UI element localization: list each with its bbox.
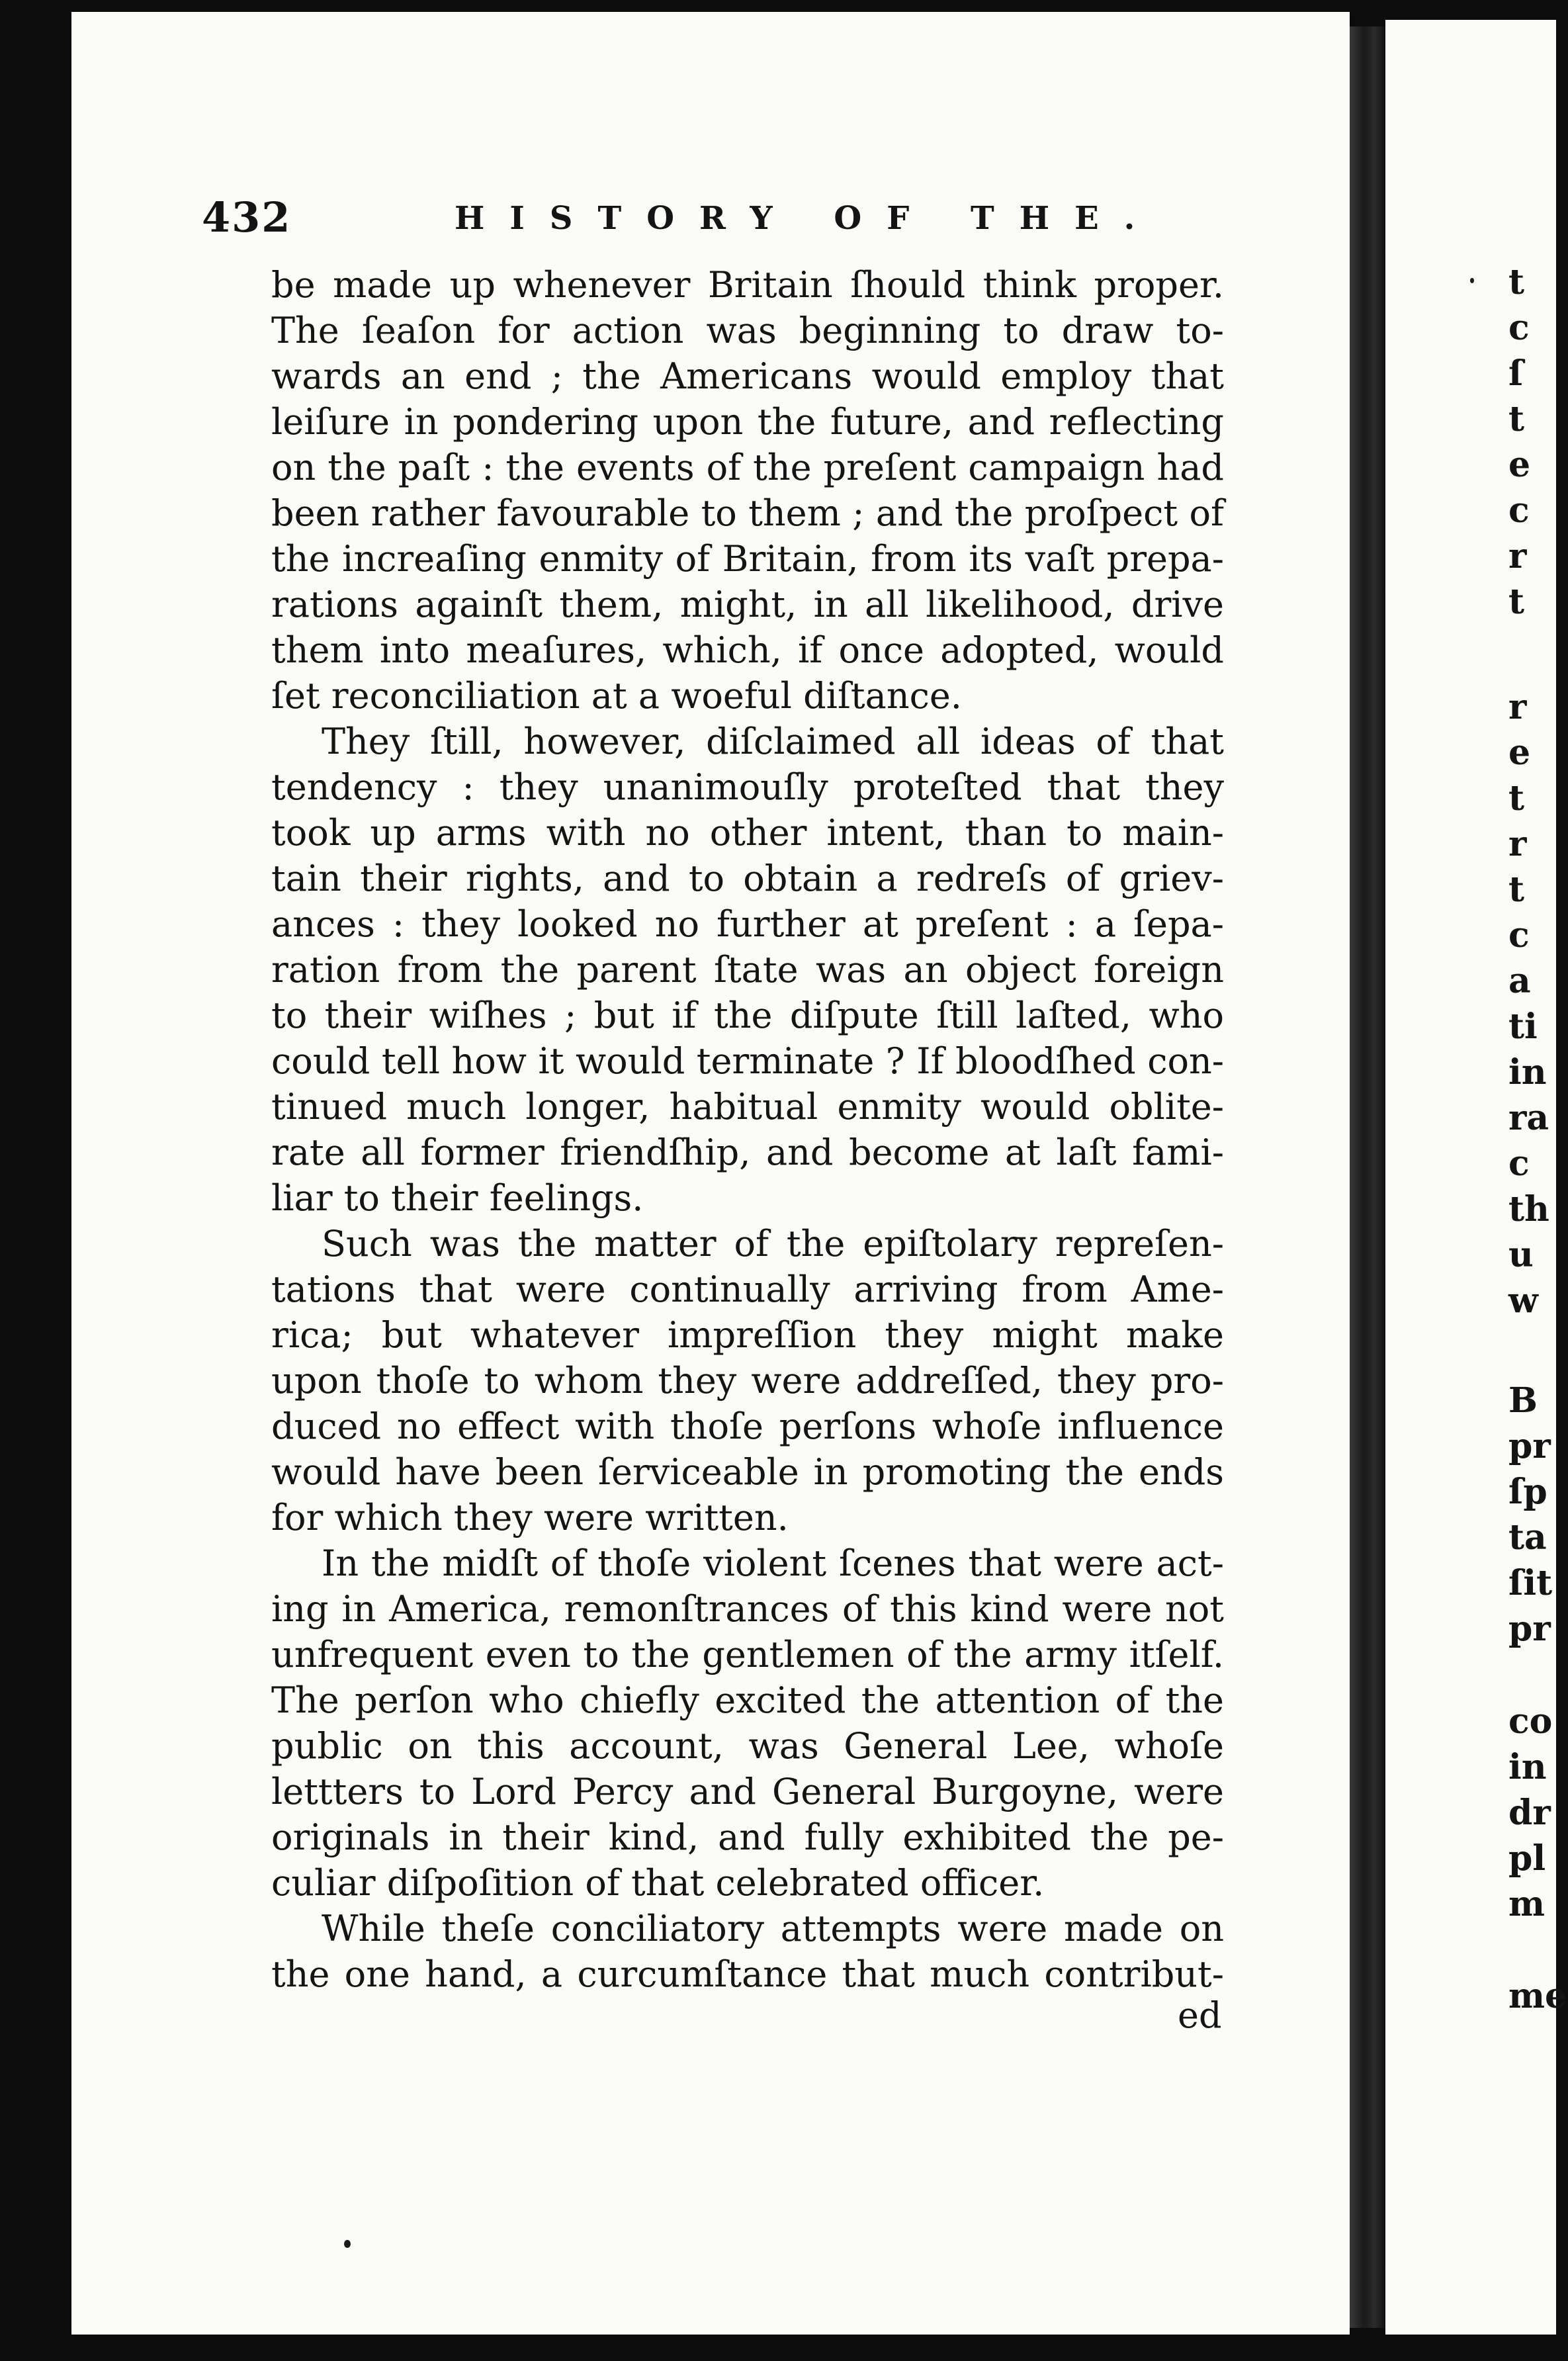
facing-fragment: r (1508, 824, 1527, 864)
text-line: culiar diſpoſition of that celebrated officer. (271, 1862, 1045, 1904)
text-line: ſet reconciliation at a woeful diſtance. (271, 675, 962, 717)
text-line: to their wiſhes ; but if the diſpute ſtill laſted, who (271, 995, 1224, 1036)
facing-fragment: ra (1508, 1098, 1549, 1138)
text-line: ration from the parent ſtate was an object foreign (271, 949, 1224, 991)
text-line: the increaſing enmity of Britain, from its vaſt prepa- (271, 538, 1224, 580)
facing-fragment: ſit (1508, 1563, 1553, 1603)
facing-fragment: ſp (1508, 1472, 1547, 1512)
ink-speck (1470, 278, 1474, 283)
facing-fragment: pl (1508, 1838, 1546, 1879)
text-line: for which they were written. (271, 1497, 789, 1538)
facing-fragment: ſ (1508, 353, 1524, 394)
facing-fragment: r (1508, 687, 1527, 727)
facing-fragment: c (1508, 490, 1530, 531)
facing-fragment: c (1508, 308, 1530, 348)
text-line: rica; but whatever impreſſion they might make (271, 1314, 1224, 1356)
facing-fragment: e (1508, 445, 1531, 485)
text-line: been rather favourable to them ; and the proſpect of (271, 492, 1224, 534)
facing-fragment: ti (1508, 1006, 1538, 1047)
facing-fragment: t (1508, 582, 1525, 622)
facing-fragment: r (1508, 536, 1527, 576)
text-line: on the paſt : the events of the preſent campaign had (271, 447, 1224, 488)
facing-fragment: pr (1508, 1609, 1551, 1649)
running-head: HISTORY OF THE. (455, 200, 1160, 237)
facing-fragment: dr (1508, 1793, 1551, 1833)
facing-fragment: m (1508, 1884, 1546, 1924)
facing-fragment: B (1508, 1380, 1538, 1421)
body-text (271, 262, 1224, 1997)
facing-fragment: co (1508, 1701, 1553, 1742)
text-line: The perſon who chiefly excited the attention of the (271, 1679, 1224, 1721)
facing-fragment: pr (1508, 1426, 1551, 1466)
catchword: ed (1178, 1994, 1222, 2036)
facing-fragment: u (1508, 1235, 1534, 1275)
text-line: lettters to Lord Percy and General Burgoyne, were (271, 1771, 1224, 1812)
text-line: public on this account, was General Lee, whoſe (271, 1725, 1224, 1767)
text-line: The ſeaſon for action was beginning to draw to- (271, 310, 1224, 351)
paragraph-first-line: Such was the matter of the epiſtolary repreſen- (322, 1223, 1224, 1265)
facing-fragment: e (1508, 733, 1531, 773)
page-number: 432 (202, 193, 292, 242)
text-line: unfrequent even to the gentlemen of the army itſelf. (271, 1634, 1224, 1675)
paragraph-first-line: They ſtill, however, diſclaimed all ideas of that (322, 721, 1224, 762)
text-line: tinued much longer, habitual enmity would oblite- (271, 1086, 1224, 1128)
text-line: them into meaſures, which, if once adopted, would (271, 629, 1224, 671)
text-line: originals in their kind, and fully exhibited the pe- (271, 1816, 1224, 1858)
facing-fragment: t (1508, 778, 1525, 819)
facing-fragment: in (1508, 1052, 1547, 1092)
facing-fragment: t (1508, 399, 1525, 439)
facing-fragment: c (1508, 1143, 1530, 1184)
text-line: rate all former friendſhip, and become at laſt fami- (271, 1132, 1224, 1173)
facing-fragment: w (1508, 1280, 1538, 1321)
text-line: ances : they looked no further at preſent : a ſepa- (271, 903, 1224, 945)
text-line: the one hand, a curcumſtance that much contribut- (271, 1953, 1224, 1995)
paragraph-first-line: In the midſt of thoſe violent ſcenes that were act- (322, 1542, 1224, 1584)
facing-fragment: ta (1508, 1517, 1547, 1558)
text-line: wards an end ; the Americans would employ that (271, 355, 1224, 397)
facing-fragment: t (1508, 869, 1525, 910)
text-line: tations that were continually arriving from Ame- (271, 1269, 1224, 1310)
text-line: rations againſt them, might, in all likelihood, drive (271, 584, 1224, 625)
ink-speck (344, 2240, 351, 2248)
facing-fragment: in (1508, 1747, 1547, 1787)
text-line: tain their rights, and to obtain a redreſs of griev- (271, 858, 1224, 899)
text-line: took up arms with no other intent, than to main- (271, 812, 1224, 854)
paragraph-first-line: While theſe conciliatory attempts were made on (322, 1908, 1224, 1949)
facing-fragment: c (1508, 915, 1530, 956)
text-line: duced no effect with thoſe perſons whoſe influence (271, 1405, 1224, 1447)
text-line: be made up whenever Britain ſhould think proper. (271, 264, 1224, 306)
book-gutter (1350, 26, 1385, 2328)
text-line: would have been ſerviceable in promoting the ends (271, 1451, 1224, 1493)
facing-fragment: th (1508, 1189, 1549, 1229)
text-line: tendency : they unanimouſly proteſted that they (271, 766, 1224, 808)
text-line: ing in America, remonſtrances of this kind were not (271, 1588, 1224, 1630)
facing-fragment: me (1508, 1976, 1567, 2016)
text-line: could tell how it would terminate ? If bloodſhed con- (271, 1040, 1224, 1082)
facing-fragment: a (1508, 961, 1531, 1001)
text-line: liar to their feelings. (271, 1177, 644, 1219)
text-line: upon thoſe to whom they were addreſſed, they pro- (271, 1360, 1224, 1402)
page-header (202, 193, 1247, 253)
text-line: leiſure in pondering upon the future, and reflecting (271, 401, 1224, 443)
facing-fragment: t (1508, 262, 1525, 302)
